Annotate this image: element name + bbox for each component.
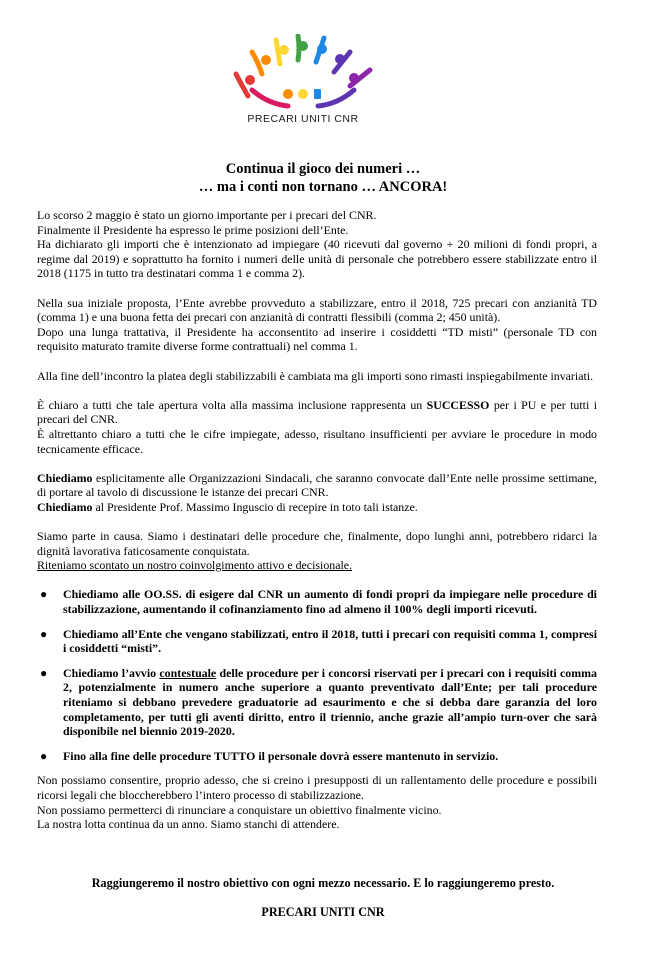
- bullet-text-4: Fino alla fine delle procedure TUTTO il personale dovrà essere mantenuto in servizio.: [63, 748, 499, 763]
- paragraph-2: [37, 296, 597, 354]
- list-item: [37, 587, 597, 616]
- precari-uniti-logo: [228, 34, 378, 130]
- p4-text-pre: È chiaro a tutti che tale apertura volta alla massima inclusione rappresenta un: [37, 397, 427, 412]
- page-title: [0, 160, 646, 196]
- paragraph-4: [37, 398, 597, 456]
- p5-line-2: [37, 500, 597, 515]
- final-line-1: Non possiamo consentire, proprio adesso, che si creino i presupposti di un rallentamento delle procedure e possibili ricorsi legali che bloccherebbero l’intero processo di stabilizzazione.: [37, 773, 597, 802]
- p5-bold-2: Chiediamo: [37, 499, 93, 514]
- small-badges: [283, 89, 321, 99]
- bullet-text-3-pre: Chiediamo l’avvio: [63, 665, 160, 680]
- p2-line-1: Nella sua iniziale proposta, l’Ente avrebbe provveduto a stabilizzare, entro il 2018, 725 precari con anzianità TD (comma 1) e una buona fetta dei precari con anzianità di contratti flessibili (comma 2; 450 unità).: [37, 295, 597, 325]
- bullet-icon: ●: [40, 626, 48, 641]
- demands-list: [37, 587, 597, 763]
- p1-line-1: Lo scorso 2 maggio è stato un giorno importante per i precari del CNR.: [37, 208, 377, 222]
- list-item: [37, 666, 597, 739]
- title-line-1: Continua il gioco dei numeri …: [225, 161, 421, 177]
- bullet-text-1: Chiediamo alle OO.SS. di esigere dal CNR un aumento di fondi propri da impiegare nelle procedure di stabilizzazione, aumentando il cofinanziamento fino ad almeno il 100% degli importi ricevuti.: [63, 587, 597, 617]
- p1-line-2: Finalmente il Presidente ha espresso le prime posizioni dell’Ente.: [37, 222, 349, 237]
- paragraph-6: [37, 529, 597, 573]
- final-paragraph: [37, 773, 597, 831]
- p5-line-1: [37, 471, 597, 500]
- p6-line-1: Siamo parte in causa. Siamo i destinatari delle procedure che, finalmente, dopo lunghi anni, potrebbero ridarci la dignità lavorativa faticosamente conquistata.: [37, 529, 597, 558]
- signature: PRECARI UNITI CNR: [261, 905, 385, 919]
- bullet-text-3-post: delle procedure per i concorsi riservati per i precari con i requisiti comma 2, potenzialmente in numero anche superiore a quanto preventivato dall’Ente; per tali procedure riteniamo si debbano prevedere graduatorie ad esaurimento e che si debba dare garanzia del loro completamento, per tutti gli aventi diritto, entro il triennio, anche grazie all’ampio turn-over che sarà disponibile nel biennio 2019-2020.: [63, 665, 597, 739]
- paragraph-1: [37, 208, 597, 281]
- p2-line-2: Dopo una lunga trattativa, il Presidente ha acconsentito ad inserire i cosiddetti “TD misti” (personale TD con requisito maturato tramite diverse forme contrattuali) nel comma 1.: [37, 324, 597, 354]
- paragraph-3: Alla fine dell’incontro la platea degli stabilizzabili è cambiata ma gli importi sono rimasti inspiegabilmente invariati.: [37, 368, 594, 383]
- bullet-icon: ●: [40, 748, 48, 763]
- list-item: [37, 627, 597, 656]
- final-line-3: La nostra lotta continua da un anno. Siamo stanchi di attendere.: [37, 817, 340, 832]
- document-body: [37, 208, 597, 846]
- final-line-2: Non possiamo permetterci di rinunciare a conquistare un obiettivo finalmente vicino.: [37, 802, 442, 817]
- p4-line-1: [37, 398, 597, 427]
- bullet-icon: ●: [40, 665, 48, 680]
- logo-text: PRECARI UNITI CNR: [247, 113, 359, 125]
- p4-success: SUCCESSO: [426, 397, 490, 412]
- closing-statement: Raggiungeremo il nostro obiettivo con ogni mezzo necessario. E lo raggiungeremo presto.: [91, 876, 555, 890]
- people-circle-icon: [228, 34, 378, 114]
- p5-text-2: al Presidente Prof. Massimo Inguscio di recepire in toto tali istanze.: [92, 499, 418, 514]
- p1-line-3: Ha dichiarato gli importi che è intenzionato ad impiegare (40 ricevuti dal governo + 20 milioni di fondi propri, a regime dal 2019) e soprattutto ha fornito i numeri delle unità di personale che potrebbero essere stabilizzate entro il 2018 (1175 in tutto tra destinatari comma 1 e comma 2).: [37, 237, 597, 281]
- p5-bold-1: Chiediamo: [37, 470, 93, 485]
- bullet-icon: ●: [40, 587, 48, 602]
- p4-line-2: È altrettanto chiaro a tutti che le cifre impiegate, adesso, risultano insufficienti per avviare le procedure in modo tecnicamente efficace.: [37, 426, 597, 456]
- p6-underlined: Riteniamo scontato un nostro coinvolgimento attivo e decisionale.: [37, 558, 353, 573]
- p5-text-1: esplicitamente alle Organizzazioni Sindacali, che saranno convocate dall’Ente nelle prossime settimane, di portare al tavolo di discussione le istanze dei precari CNR.: [37, 470, 597, 500]
- bullet-text-3-underlined: contestuale: [159, 665, 217, 680]
- title-line-2: … ma i conti non tornano … ANCORA!: [198, 179, 448, 195]
- bullet-text-2: Chiediamo all’Ente che vengano stabilizzati, entro il 2018, tutti i precari con requisiti comma 1, compresi i cosiddetti “misti”.: [63, 626, 597, 656]
- paragraph-5: [37, 471, 597, 515]
- list-item: [37, 749, 597, 764]
- p4-text-post: per i PU e per tutti i precari del CNR.: [37, 397, 597, 427]
